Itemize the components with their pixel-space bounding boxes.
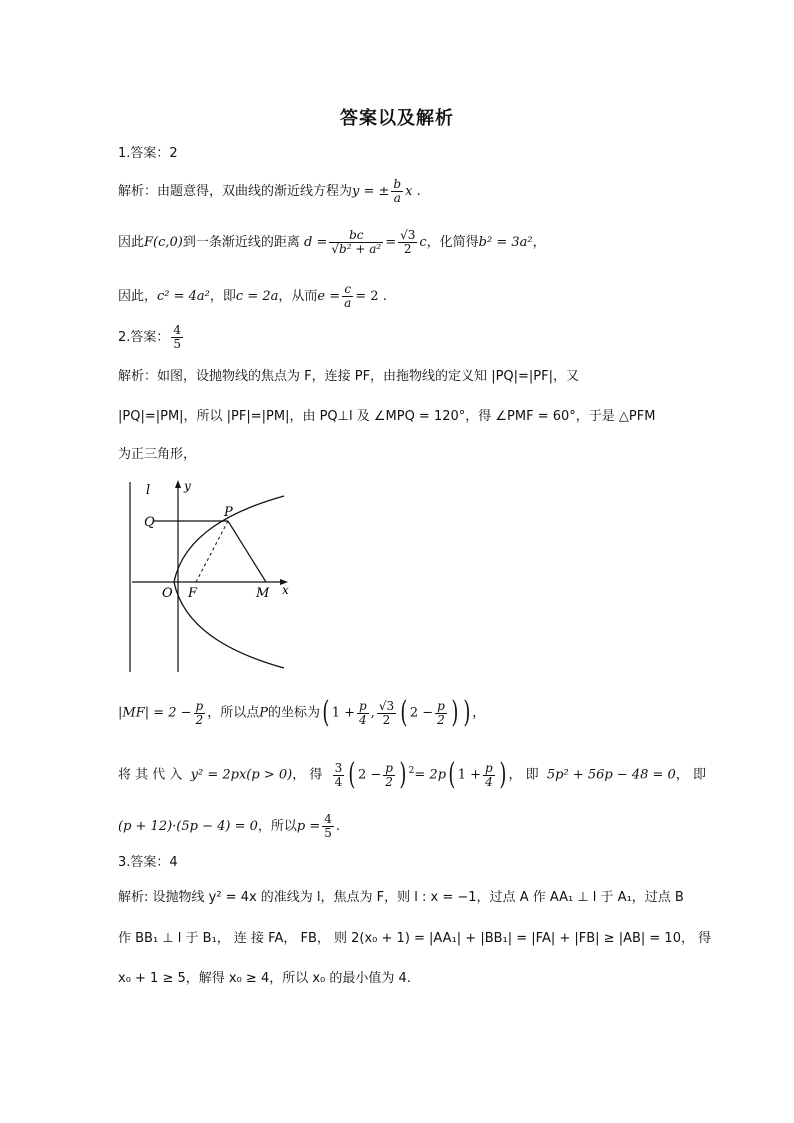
fraction — [383, 762, 395, 789]
text: 的坐标为 — [268, 705, 321, 721]
denominator: 4 — [359, 712, 367, 727]
denominator: 5 — [324, 826, 332, 840]
denominator: 2 — [382, 712, 391, 727]
math: 1 + — [457, 767, 482, 783]
numerator: 4 — [173, 323, 182, 337]
exponent: 2 — [408, 766, 415, 777]
paren-open: ( — [322, 695, 330, 730]
math: = 2 . — [355, 289, 387, 304]
math: (p + 12)·(5p − 4) = 0 — [118, 819, 258, 834]
paren-open: ( — [400, 695, 408, 730]
fraction — [398, 229, 417, 256]
math: . — [335, 819, 341, 834]
math: x . — [405, 184, 421, 199]
numerator: bc — [329, 229, 383, 243]
math: c² = 4a² — [157, 289, 210, 304]
fraction — [329, 229, 383, 256]
denominator: √b² + a² — [331, 242, 382, 256]
text: ，所以点 — [207, 705, 260, 721]
fraction — [391, 178, 403, 205]
math: c — [419, 235, 427, 250]
q3-answer: 3.答案：4 — [118, 855, 178, 870]
math: y² = 2px(p > 0) — [190, 767, 293, 783]
math: e = — [317, 289, 341, 304]
q2-final-line — [118, 813, 340, 840]
math: c = 2a — [235, 289, 279, 304]
text: 因此 — [118, 235, 145, 250]
numerator: b — [393, 177, 402, 191]
math: 1 + — [331, 705, 356, 721]
fraction — [357, 700, 369, 727]
denominator: a — [393, 191, 401, 205]
q1-line-2 — [118, 229, 546, 256]
numerator: p — [385, 760, 393, 775]
denominator: 2 — [385, 774, 393, 789]
numerator: 4 — [324, 812, 332, 826]
q2-answer — [118, 324, 185, 351]
text: ， 得 — [292, 767, 323, 783]
math: p = — [296, 819, 321, 834]
math: P — [259, 705, 268, 721]
paren-close: ) — [399, 757, 407, 792]
paren-open: ( — [348, 757, 356, 792]
math: |MF| = 2 − — [118, 705, 192, 721]
q3-line-1: 解析: 设抛物线 y² = 4x 的准线为 l，焦点为 F，则 l : x = −1，过点 A 作 AA₁ ⊥ l 于 A₁，过点 B — [118, 890, 684, 905]
fraction — [435, 700, 447, 727]
parabola-figure — [124, 474, 294, 674]
q2-mf-line — [118, 695, 486, 730]
math: 2 − — [357, 767, 382, 783]
numerator: √3 — [400, 228, 416, 242]
numerator: 3 — [334, 760, 343, 775]
text: ， — [472, 705, 486, 721]
paren-open: ( — [448, 757, 456, 792]
text: ，所以 — [257, 819, 297, 834]
math: 2 − — [409, 705, 434, 721]
q1-line-1 — [118, 178, 421, 205]
math: , — [370, 705, 375, 721]
q3-line-2: 作 BB₁ ⊥ l 于 B₁， 连 接 FA， FB， 则 2(x₀ + 1) = |AA₁| + |BB₁| = |FA| + |FB| ≥ |AB| = 10， 得 — [118, 931, 712, 946]
fraction — [342, 283, 353, 310]
denominator: 2 — [437, 712, 445, 727]
math: b² = 3a² — [478, 235, 533, 250]
text: 2.答案： — [118, 330, 170, 345]
paren-close: ) — [499, 757, 507, 792]
text: 将 其 代 入 — [118, 767, 183, 783]
segment-PF — [196, 521, 228, 582]
text: ，从而 — [278, 289, 318, 304]
math: y = ± — [352, 184, 390, 199]
label-x: x — [282, 583, 289, 597]
denominator: 2 — [195, 712, 204, 727]
math: = 2p — [414, 767, 447, 783]
label-M: M — [256, 586, 270, 601]
y-axis-arrow — [175, 480, 181, 488]
text: 解析：由题意得，双曲线的渐近线方程为 — [118, 184, 353, 199]
text: ，即 — [209, 289, 236, 304]
numerator: p — [437, 698, 445, 713]
math: F(c,0) — [144, 235, 183, 250]
math: = — [385, 235, 397, 250]
q3-line-3: x₀ + 1 ≥ 5，解得 x₀ ≥ 4，所以 x₀ 的最小值为 4. — [118, 971, 411, 986]
label-O: O — [162, 586, 173, 601]
denominator: 4 — [334, 774, 343, 789]
denominator: 5 — [173, 337, 182, 351]
fraction — [377, 700, 396, 727]
text: 到一条渐近线的距离 — [182, 235, 300, 250]
q2-para-2: |PQ|=|PM|，所以 |PF|=|PM|，由 PQ⊥l 及 ∠MPQ = 120°，得 ∠PMF = 60°，于是 △PFM — [118, 409, 656, 424]
fraction — [171, 324, 183, 351]
label-l: l — [146, 483, 151, 498]
label-F: F — [188, 586, 198, 601]
q2-sub-line — [118, 757, 706, 792]
text: 因此， — [118, 289, 158, 304]
denominator: a — [344, 296, 352, 310]
numerator: √3 — [378, 698, 395, 713]
text: ， 即 — [675, 767, 706, 783]
fraction — [194, 700, 206, 727]
page-title: 答案以及解析 — [340, 108, 454, 129]
math: d = — [304, 235, 328, 250]
numerator: p — [359, 698, 367, 713]
fraction — [333, 762, 345, 789]
q1-line-3 — [118, 283, 387, 310]
text: ， — [532, 235, 546, 250]
segment-PM — [228, 521, 266, 582]
label-y: y — [184, 479, 191, 493]
q1-answer: 1.答案：2 — [118, 146, 178, 161]
label-P: P — [224, 505, 233, 520]
numerator: p — [485, 760, 493, 775]
numerator: c — [342, 283, 353, 297]
paren-close: ) — [451, 695, 459, 730]
paren-close: ) — [462, 695, 470, 730]
fraction — [483, 762, 495, 789]
text: ， 即 — [508, 767, 539, 783]
numerator: p — [195, 698, 204, 713]
denominator: 4 — [485, 774, 493, 789]
fraction — [322, 813, 334, 840]
math: 5p² + 56p − 48 = 0 — [546, 767, 676, 783]
q2-para-3: 为正三角形， — [118, 447, 197, 462]
q2-para-1: 解析：如图，设抛物线的焦点为 F，连接 PF，由拖物线的定义知 |PQ|=|PF|，又 — [118, 369, 579, 384]
text: ，化简得 — [426, 235, 479, 250]
denominator: 2 — [403, 242, 412, 256]
label-Q: Q — [144, 515, 155, 530]
